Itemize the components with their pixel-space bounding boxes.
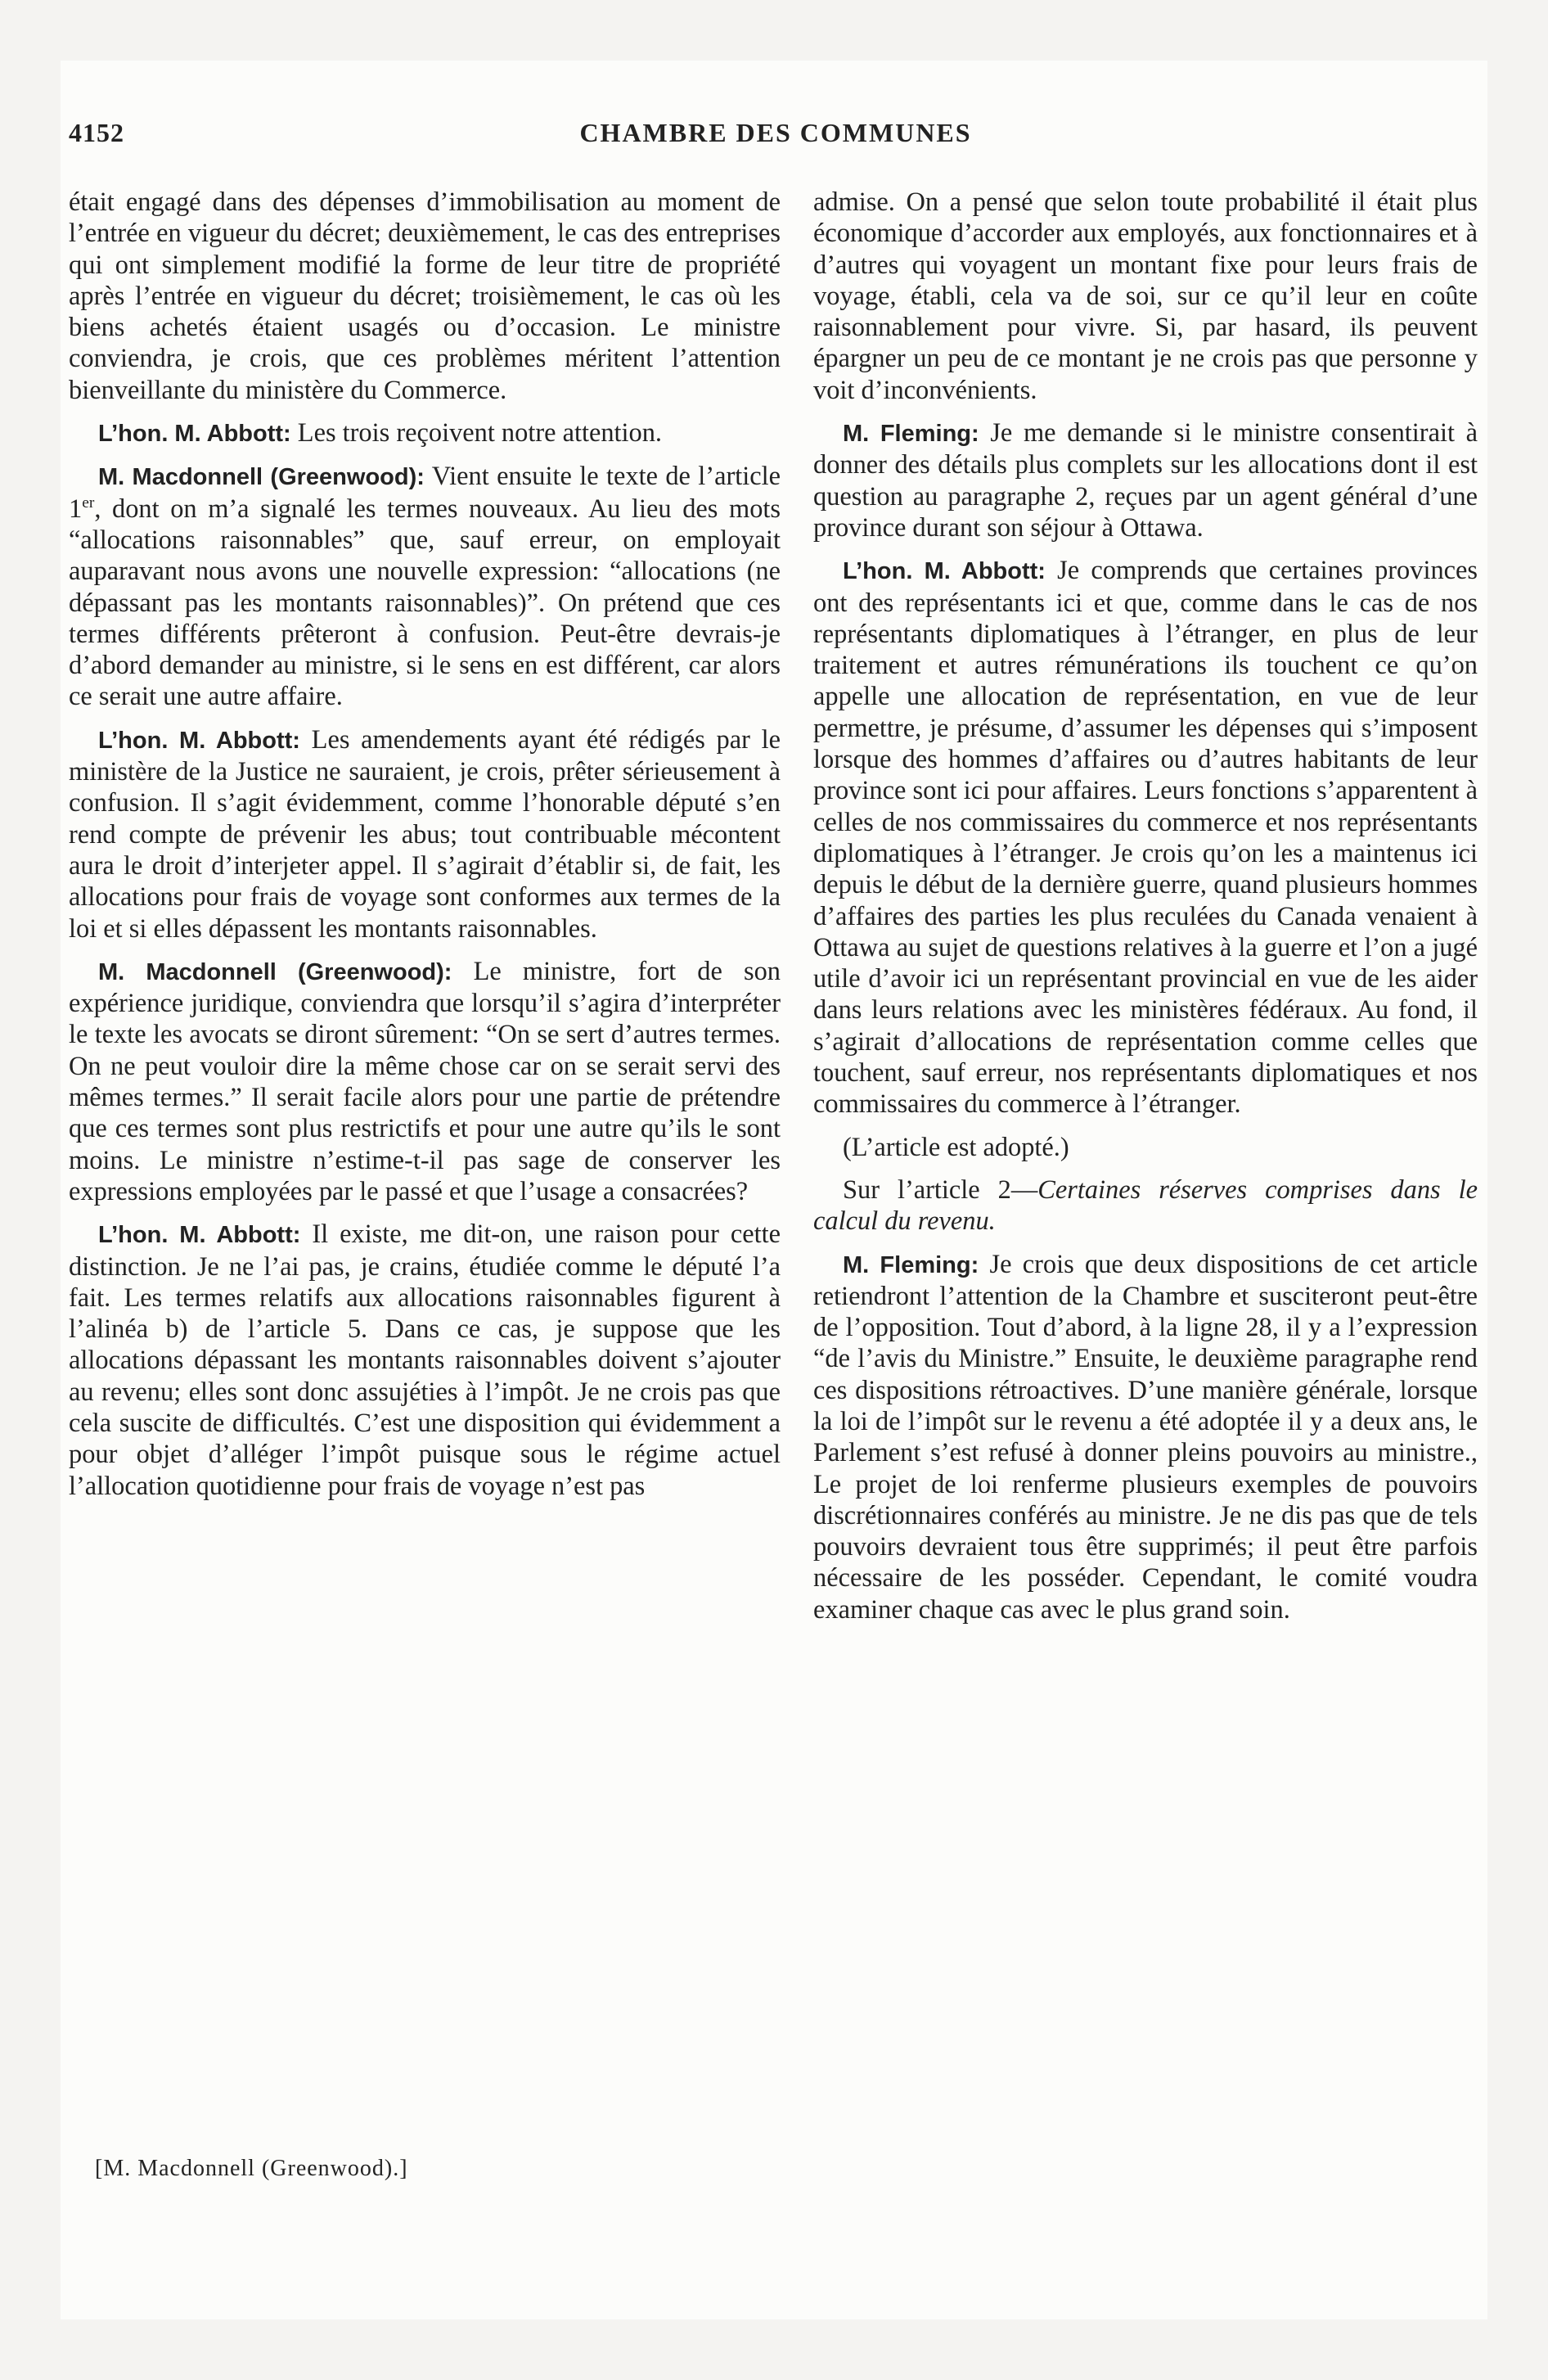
running-head: CHAMBRE DES COMMUNES: [579, 118, 972, 147]
clause-title: Certaines réserves comprises dans le calcul du revenu.: [813, 1174, 1478, 1237]
speech-text: Vient ensuite le texte de l’article 1: [69, 462, 781, 524]
speech-text: Je crois que deux dispositions de cet article retiendront l’attention de la Chambre et susciteront peut-être de l’opposition. Tout d’abord, à la ligne 28, il y a l’expression “de l’avis du Ministre.” Ensuite, le deuxième paragraphe rend ces dispositions rétroactives. D’une manière générale, lorsque la loi de l’impôt sur le revenu a été adoptée il y a deux ans, le Parlement s’est refusé à donner pleins pouvoirs au ministre., Le projet de loi renferme plusieurs exemples de pouvoirs discrétionnaires conférés au ministre. Je ne dis pas que de tels pouvoirs devraient tous être supprimés; il peut être parfois nécessaire de les posséder. Cependant, le comité voudra examiner chaque cas avec le plus grand soin.: [813, 1249, 1478, 1625]
procedural-note: [813, 1132, 1478, 1163]
clause-lead: Sur l’article 2—: [843, 1174, 1038, 1205]
speech: [69, 417, 781, 449]
speaker-name: L’hon. M. Abbott:: [843, 558, 1046, 585]
procedural-text: (L’article est adopté.): [843, 1132, 1069, 1162]
page-number: 4152: [69, 118, 124, 147]
speaker-name: L’hon. M. Abbott:: [98, 1222, 301, 1249]
speech-text: Il existe, me dit-on, une raison pour cette distinction. Je ne l’ai pas, je crains, étudiée comme le député l’a fait. Les termes relatifs aux allocations raisonnables figurent à l’alinéa b) de l’article 5. Dans ce cas, je suppose que les allocations dépassant les montants raisonnables doivent s’ajouter au revenu; elles sont donc assujéties à l’impôt. Je ne crois pas que cela suscite de difficultés. C’est une disposition qui évidemment a pour objet d’alléger l’impôt puisque sous le régime actuel l’allocation quotidienne pour frais de voyage n’est pas: [69, 1219, 781, 1501]
speaker-name: M. Fleming:: [843, 421, 979, 448]
paragraph-text: était engagé dans des dépenses d’immobilisation au moment de l’entrée en vigueur du décret; deuxièmement, le cas des entreprises qui ont simplement modifié la forme de leur titre de propriété après l’entrée en vigueur du décret; troisièmement, le cas où les biens achetés étaient usagés ou d’occasion. Le ministre conviendra, je crois, que ces problèmes méritent l’attention bienveillante du ministère du Commerce.: [69, 187, 781, 405]
speech: [69, 1219, 781, 1502]
speech: [69, 956, 781, 1207]
speaker-name: M. Macdonnell (Greenwood):: [98, 958, 452, 985]
speaker-name: L’hon. M. Abbott:: [98, 421, 291, 448]
speech-text: Je comprends que certaines provinces ont des représentants ici et que, comme dans le cas de nos représentants diplomatiques à l’étranger, en plus de leur traitement et autres rémunérations ils touchent ce qu’on appelle une allocation de représentation, en vue de leur permettre, je présume, d’assumer les dépenses qui s’imposent lorsque des hommes d’affaires ou d’autres habitants de leur province sont ici pour affaires. Leurs fonctions s’apparentent à celles de nos commissaires du commerce et nos représentants diplomatiques à l’étranger. Je crois qu’on les a maintenus ici depuis le début de la dernière guerre, quand plusieurs hommes d’affaires des parties les plus reculées du Canada venaient à Ottawa au sujet de questions relatives à la guerre et l’on a jugé utile d’avoir ici un représentant provincial en vue de les aider dans leurs relations avec les ministères fédéraux. Au fond, il s’agirait d’allocations de représentation comme celles que touchent, sauf erreur, nos représentants diplomatiques et nos commissaires du commerce à l’étranger.: [813, 556, 1478, 1120]
speech-text: Les amendements ayant été rédigés par le ministère de la Justice ne sauraient, je crois, prêter sérieusement à confusion. Il s’agit évidemment, comme l’honorable député s’en rend compte de prévenir les abus; tout contribuable mécontent aura le droit d’interjeter appel. Il s’agirait d’établir si, de fait, les allocations pour frais de voyage sont conformes aux termes de la loi et si elles dépassent les montants raisonnables.: [69, 724, 781, 944]
superscript: er: [82, 494, 95, 512]
right-column: [813, 187, 1478, 1637]
left-column: [69, 187, 781, 1513]
speaker-name: M. Fleming:: [843, 1251, 979, 1278]
speech-text: Le ministre, fort de son expérience juridique, conviendra que lorsqu’il s’agira d’interpréter le texte les avocats se diront sûrement: “On se sert d’autres termes. On ne peut vouloir dire la même chose car on se serait servi des mêmes termes.” Il serait facile alors pour une partie de prétendre que ces termes sont plus restrictifs et pour une autre qu’ils le sont moins. Le ministre n’estime-t-il pas sage de conserver les expressions employées par le passé et que l’usage a consacrées?: [69, 956, 781, 1206]
paragraph: [813, 187, 1478, 406]
speaker-name: M. Macdonnell (Greenwood):: [98, 464, 425, 491]
speech: [813, 1249, 1478, 1626]
speech: [813, 555, 1478, 1120]
paragraph-text: admise. On a pensé que selon toute probabilité il était plus économique d’accorder aux employés, aux fonctionnaires et à d’autres qui voyagent un montant fixe pour leurs frais de voyage, établi, cela va de soi, sur ce qu’il leur en coûte raisonnablement pour vivre. Si, par hasard, ils peuvent épargner un peu de ce montant je ne crois pas que personne y voit d’inconvénients.: [813, 187, 1478, 405]
speech: [69, 461, 781, 712]
page-header: [69, 118, 1483, 159]
speech: [69, 724, 781, 944]
speech: [813, 417, 1478, 543]
speech-text: Les trois reçoivent notre attention.: [290, 418, 663, 449]
speech-text: Je me demande si le ministre consentirait à donner des détails plus complets sur les allocations dont il est question au paragraphe 2, reçues par un agent général d’une province durant son séjour à Ottawa.: [813, 418, 1478, 543]
clause-heading: [813, 1174, 1478, 1237]
speech-text: , dont on m’a signalé les termes nouveaux. Au lieu des mots “allocations raisonnables” que, sauf erreur, on employait auparavant nous avons une nouvelle expression: “allocations (ne dépassant pas les montants raisonnables)”. On prétend que ces termes différents prêteront à confusion. Peut-être devrais-je d’abord demander au ministre, si le sens en est différent, car alors ce serait une autre affaire.: [69, 494, 781, 712]
speaker-name: L’hon. M. Abbott:: [98, 727, 300, 754]
paragraph: [69, 187, 781, 406]
speaker-footnote: [M. Macdonnell (Greenwood).]: [95, 2156, 408, 2181]
